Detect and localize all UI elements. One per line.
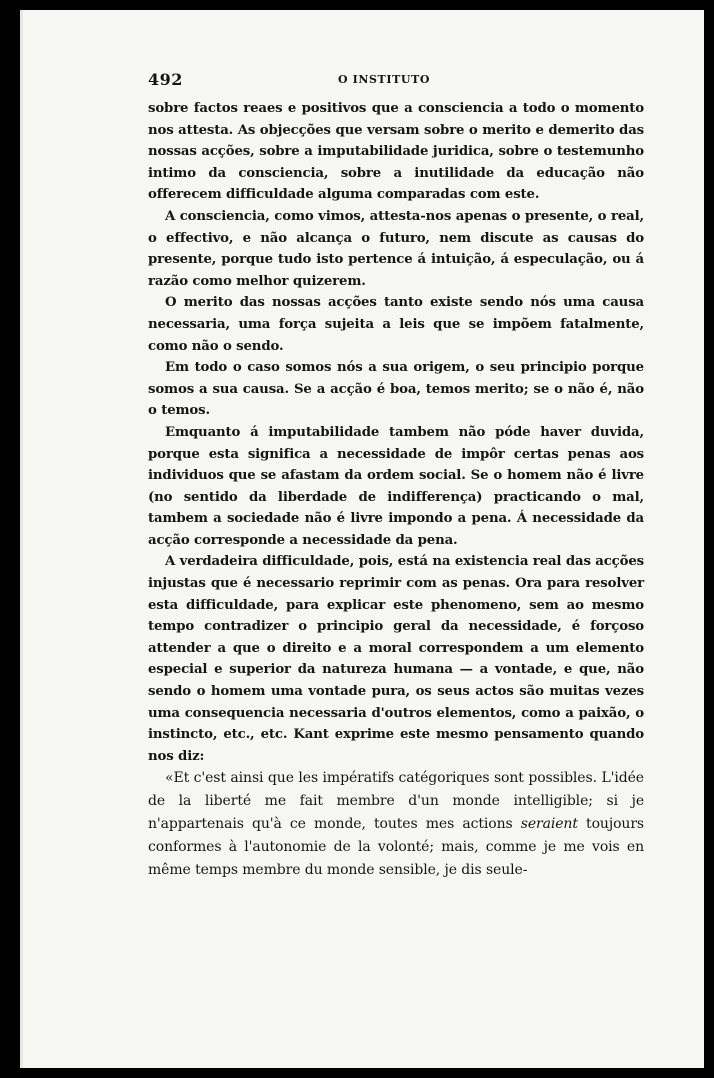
kant-quote bbox=[148, 767, 644, 882]
journal-title: O INSTITUTO bbox=[338, 73, 431, 86]
paragraph-4: Em todo o caso somos nós a sua origem, o seu principio porque somos a sua causa. Se a acção é boa, temos merito; se o não é, não o temos. bbox=[148, 360, 644, 419]
quote-text-end: toujours conformes à l'autonomie de la volonté; mais, comme je me vois en même temps membre du monde sensible, je dis seule- bbox=[148, 816, 644, 879]
running-header bbox=[148, 70, 644, 98]
paragraph-3: O merito das nossas acções tanto existe sendo nós uma causa necessaria, uma força sujeita a leis que se impõem fatalmente, como não o sendo. bbox=[148, 295, 644, 354]
page-content bbox=[148, 70, 644, 882]
paragraph-6: A verdadeira difficuldade, pois, está na existencia real das acções injustas que é necessario reprimir com as penas. Ora para resolver esta difficuldade, para explicar este phenomeno, sem ao mesmo tempo contradizer o principio geral da necessidade, é forçoso attender a que o direito e a moral correspondem a um elemento especial e superior da natureza humana — a vontade, e que, não sendo o homem uma vontade pura, os seus actos são muitas vezes uma consequencia necessaria d'outros elementos, como a paixão, o instincto, etc., etc. Kant exprime este mesmo pensamento quando nos diz: bbox=[148, 554, 644, 764]
quote-text-start: «Et c'est ainsi que les impératifs catégoriques sont possibles. L'idée de la liberté me fait membre d'un monde intelligible; si je n'appartenais qu'à ce monde, toutes mes actions bbox=[148, 770, 644, 833]
quote-emphasis: seraient bbox=[520, 816, 578, 833]
paragraph-5: Emquanto á imputabilidade tambem não póde haver duvida, porque esta significa a necessidade de impôr certas penas aos individuos que se afastam da ordem social. Se o homem não é livre (no sentido da liberdade de indifferença) practicando o mal, tambem a sociedade não é livre impondo a pena. Á necessidade da acção corresponde a necessidade da pena. bbox=[148, 424, 644, 548]
page-number: 492 bbox=[148, 70, 183, 89]
paragraph-2: A consciencia, como vimos, attesta-nos apenas o presente, o real, o effectivo, e não alcança o futuro, nem discute as causas do presente, porque tudo isto pertence á intuição, á especulação, ou á razão como melhor quizerem. bbox=[148, 208, 644, 289]
paragraph-1: sobre factos reaes e positivos que a consciencia a todo o momento nos attesta. As objecções que versam sobre o merito e demerito das nossas acções, sobre a imputabilidade juridica, sobre o testemunho intimo da consciencia, sobre a inutilidade da educação não offerecem difficuldade alguma comparadas com este. bbox=[148, 101, 644, 203]
page-left-edge bbox=[20, 10, 23, 1068]
body-text bbox=[148, 98, 644, 882]
page bbox=[20, 10, 704, 1068]
